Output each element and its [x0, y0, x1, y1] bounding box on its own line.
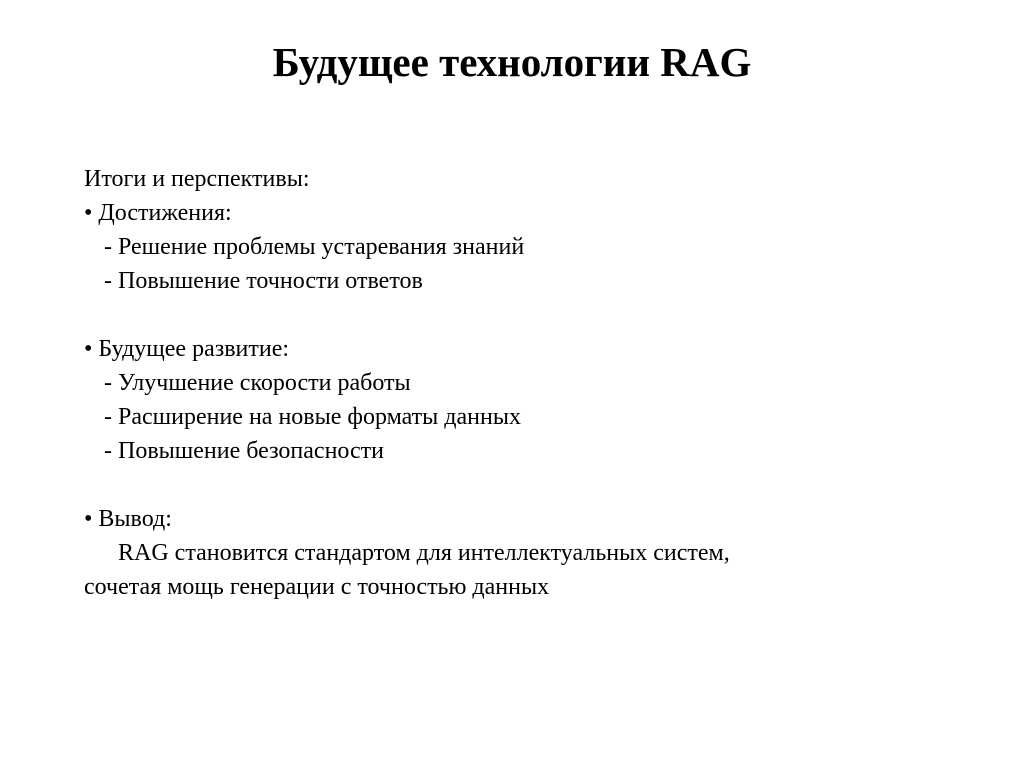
- conclusion-line-2: сочетая мощь генерации с точностью данных: [84, 574, 550, 600]
- spacer: [84, 468, 964, 502]
- list-item: - Улучшение скорости работы: [104, 370, 411, 396]
- spacer: [84, 298, 964, 332]
- list-item: - Расширение на новые форматы данных: [104, 404, 521, 430]
- list-item: - Повышение безопасности: [104, 438, 385, 464]
- slide-title: Будущее технологии RAG: [272, 39, 752, 85]
- conclusion-line-1: RAG становится стандартом для интеллектуальных систем,: [118, 540, 730, 566]
- list-item: - Решение проблемы устаревания знаний: [104, 234, 525, 260]
- slide-body: [84, 162, 964, 604]
- section-heading-conclusion: • Вывод:: [84, 506, 172, 532]
- section-heading-achievements: • Достижения:: [84, 200, 232, 226]
- intro-line: Итоги и перспективы:: [84, 166, 310, 192]
- section-heading-future: • Будущее развитие:: [84, 336, 290, 362]
- list-item: - Повышение точности ответов: [104, 268, 423, 294]
